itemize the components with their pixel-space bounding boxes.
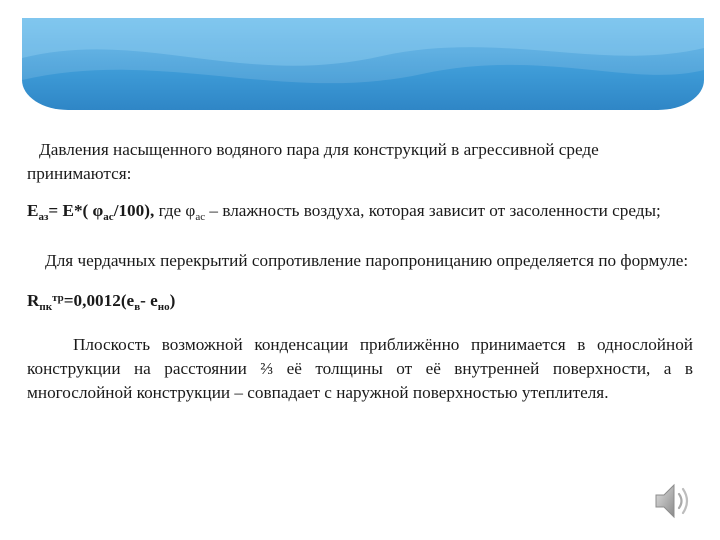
paragraph-pressure-intro: Давления насыщенного водяного пара для конструкций в агрессивной среде принимаются: [27, 140, 599, 183]
speaker-icon[interactable] [652, 478, 696, 524]
formula-rpk: $R_{пк}^{тр}=0,0012(e_в-$ $e_{но}$) [27, 291, 176, 313]
paragraph-formula-eaz: $E_{аз}= E*$( $\varphi_{ас}/100$), где $\varphi_{ас}$ – влажность воздуха, которая зависит от засоленности среды; [27, 201, 661, 223]
banner-wave-decoration [22, 18, 704, 110]
slide-content [27, 138, 693, 405]
header-banner [22, 18, 704, 110]
paragraph-attic-intro: Для чердачных перекрытий сопротивление паропроницанию определяется по формуле: [45, 251, 689, 270]
paragraph-condensation-plane: Плоскость возможной конденсации приближённо принимается в однослойной конструкции на расстоянии ⅔ её толщины от её внутренней поверхности, а в многослойной конструкции – совпадает с наружной поверхностью утеплителя. [27, 335, 693, 402]
formula-eaz: $E_{аз}= E*$( $\varphi_{ас}/100$), [27, 201, 155, 223]
